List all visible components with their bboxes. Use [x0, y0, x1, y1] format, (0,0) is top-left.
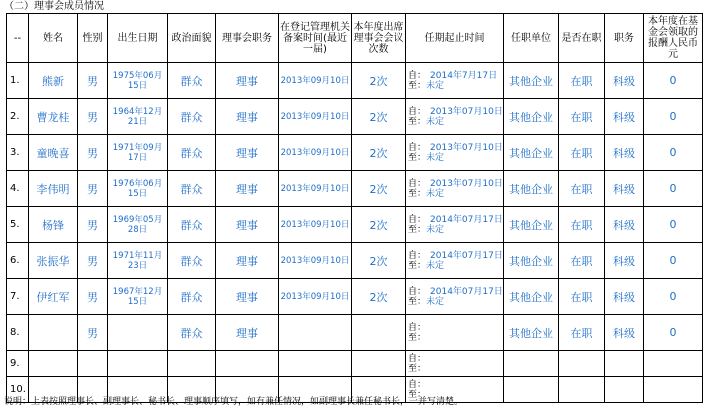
cell-pay: 0 — [644, 135, 703, 171]
term-to-label: 至： — [408, 389, 427, 400]
cell-record-time — [279, 315, 352, 351]
cell-index: 5. — [7, 207, 29, 243]
cell-pay — [644, 351, 703, 377]
footnote: 说明：上表按照理事长、副理事长、秘书长、理事顺序填写，如有兼任情况，如副理事长兼任秘书长，一并写清楚。 — [4, 397, 464, 407]
cell-rank: 科级 — [605, 99, 644, 135]
header-record-time: 在登记管理机关备案时间(最近一届) — [279, 14, 352, 63]
term-to-label: 至： — [408, 152, 427, 163]
cell-term — [406, 315, 504, 351]
cell-index: 8. — [7, 315, 29, 351]
table-row — [7, 171, 703, 207]
cell-index: 6. — [7, 243, 29, 279]
term-to-label: 至： — [408, 363, 427, 374]
cell-record-time: 2013年09月10日 — [279, 63, 352, 99]
table-row — [7, 63, 703, 99]
cell-in-office — [559, 351, 605, 377]
cell-board-role: 理事 — [216, 243, 279, 279]
cell-attendance: 2次 — [352, 135, 406, 171]
cell-name: 熊新 — [29, 63, 78, 99]
cell-term — [406, 279, 504, 315]
cell-attendance: 2次 — [352, 171, 406, 207]
cell-attendance — [352, 351, 406, 377]
cell-record-time — [279, 351, 352, 377]
cell-gender: 男 — [78, 99, 108, 135]
cell-attendance: 2次 — [352, 63, 406, 99]
cell-index: 1. — [7, 63, 29, 99]
header-pay: 本年度在基金会领取的报酬人民币元 — [644, 14, 703, 63]
cell-board-role: 理事 — [216, 279, 279, 315]
cell-pay: 0 — [644, 99, 703, 135]
term-from-label: 自： — [408, 353, 427, 364]
cell-rank: 科级 — [605, 63, 644, 99]
cell-name: 李伟明 — [29, 171, 78, 207]
cell-board-role: 理事 — [216, 207, 279, 243]
term-to-value: 未定 — [426, 116, 445, 127]
cell-name: 伊红军 — [29, 279, 78, 315]
cell-birth-date — [108, 315, 168, 351]
cell-name: 童晚喜 — [29, 135, 78, 171]
header-board-role: 理事会职务 — [216, 14, 279, 63]
cell-gender — [78, 351, 108, 377]
header-term: 任期起止时间 — [406, 14, 504, 63]
cell-pay: 0 — [644, 63, 703, 99]
term-from-label: 自： — [408, 214, 427, 225]
term-to-label: 至： — [408, 260, 427, 271]
header-index: -- — [7, 14, 29, 63]
cell-birth-date: 1967年12月15日 — [108, 279, 168, 315]
cell-index: 7. — [7, 279, 29, 315]
term-to-label: 至： — [408, 116, 427, 127]
term-to-value: 未定 — [426, 260, 445, 271]
cell-politics: 群众 — [168, 207, 216, 243]
cell-board-role: 理事 — [216, 135, 279, 171]
cell-index: 10. — [7, 377, 29, 403]
cell-rank — [605, 351, 644, 377]
header-politics: 政治面貌 — [168, 14, 216, 63]
term-from-label: 自： — [408, 286, 427, 297]
header-rank: 职务 — [605, 14, 644, 63]
cell-politics: 群众 — [168, 99, 216, 135]
header-in-office: 是否在职 — [559, 14, 605, 63]
cell-index: 3. — [7, 135, 29, 171]
table-row — [7, 279, 703, 315]
cell-in-office — [559, 377, 605, 403]
cell-birth-date — [108, 351, 168, 377]
table-row — [7, 315, 703, 351]
table-row — [7, 207, 703, 243]
cell-politics: 群众 — [168, 171, 216, 207]
term-to-label: 至： — [408, 332, 427, 343]
term-from-value: 2013年07月10日 — [430, 142, 503, 153]
cell-name — [29, 315, 78, 351]
cell-term — [406, 135, 504, 171]
cell-in-office: 在职 — [559, 135, 605, 171]
cell-politics: 群众 — [168, 279, 216, 315]
cell-rank: 科级 — [605, 279, 644, 315]
cell-board-role: 理事 — [216, 63, 279, 99]
cell-pay: 0 — [644, 207, 703, 243]
cell-board-role: 理事 — [216, 171, 279, 207]
cell-politics: 群众 — [168, 315, 216, 351]
term-from-value: 2014年07月17日 — [430, 214, 503, 225]
cell-birth-date: 1976年06月15日 — [108, 171, 168, 207]
cell-record-time: 2013年09月10日 — [279, 243, 352, 279]
term-from-label: 自： — [408, 70, 427, 81]
cell-index: 2. — [7, 99, 29, 135]
cell-record-time: 2013年09月10日 — [279, 99, 352, 135]
cell-name: 杨锋 — [29, 207, 78, 243]
term-from-value: 2014年07月17日 — [430, 286, 503, 297]
cell-employer: 其他企业 — [504, 315, 559, 351]
table-row — [7, 99, 703, 135]
cell-term — [406, 351, 504, 377]
cell-employer: 其他企业 — [504, 207, 559, 243]
cell-attendance: 2次 — [352, 207, 406, 243]
cell-name — [29, 351, 78, 377]
cell-employer: 其他企业 — [504, 171, 559, 207]
term-from-label: 自： — [408, 142, 427, 153]
cell-attendance: 2次 — [352, 279, 406, 315]
cell-in-office: 在职 — [559, 315, 605, 351]
cell-pay: 0 — [644, 243, 703, 279]
cell-attendance — [352, 315, 406, 351]
cell-rank — [605, 377, 644, 403]
term-from-label: 自： — [408, 178, 427, 189]
cell-gender: 男 — [78, 171, 108, 207]
cell-employer: 其他企业 — [504, 243, 559, 279]
table-row — [7, 135, 703, 171]
cell-board-role — [216, 351, 279, 377]
term-from-label: 自： — [408, 379, 427, 390]
cell-name: 曹龙桂 — [29, 99, 78, 135]
cell-rank: 科级 — [605, 171, 644, 207]
cell-pay: 0 — [644, 279, 703, 315]
cell-record-time: 2013年09月10日 — [279, 171, 352, 207]
cell-record-time: 2013年09月10日 — [279, 207, 352, 243]
cell-in-office: 在职 — [559, 207, 605, 243]
cell-birth-date: 1964年12月21日 — [108, 99, 168, 135]
term-from-value: 2013年07月10日 — [430, 178, 503, 189]
cell-in-office: 在职 — [559, 243, 605, 279]
cell-gender: 男 — [78, 243, 108, 279]
header-employer: 任职单位 — [504, 14, 559, 63]
table-row — [7, 351, 703, 377]
cell-birth-date: 1971年09月17日 — [108, 135, 168, 171]
cell-pay — [644, 377, 703, 403]
term-to-label: 至： — [408, 80, 427, 91]
cell-record-time: 2013年09月10日 — [279, 279, 352, 315]
term-from-value — [426, 380, 430, 390]
cell-term — [406, 63, 504, 99]
term-from-value — [426, 323, 430, 333]
cell-record-time: 2013年09月10日 — [279, 135, 352, 171]
term-from-value: 2013年07月10日 — [430, 106, 503, 117]
cell-politics: 群众 — [168, 135, 216, 171]
cell-rank: 科级 — [605, 135, 644, 171]
cell-pay: 0 — [644, 315, 703, 351]
term-from-value — [426, 354, 430, 364]
header-attendance: 本年度出席理事会会议次数 — [352, 14, 406, 63]
term-to-value: 未定 — [426, 296, 445, 307]
cell-rank: 科级 — [605, 243, 644, 279]
cell-employer — [504, 377, 559, 403]
cell-index: 9. — [7, 351, 29, 377]
term-from-label: 自： — [408, 322, 427, 333]
cell-board-role: 理事 — [216, 99, 279, 135]
cell-in-office: 在职 — [559, 171, 605, 207]
cell-gender: 男 — [78, 63, 108, 99]
header-gender: 性别 — [78, 14, 108, 63]
cell-in-office: 在职 — [559, 99, 605, 135]
cell-attendance: 2次 — [352, 99, 406, 135]
cell-gender: 男 — [78, 279, 108, 315]
table-row — [7, 243, 703, 279]
cell-employer: 其他企业 — [504, 279, 559, 315]
section-title: （二）理事会成员情况 — [4, 1, 104, 12]
cell-rank: 科级 — [605, 207, 644, 243]
cell-birth-date: 1969年05月28日 — [108, 207, 168, 243]
board-members-table — [6, 13, 703, 403]
cell-in-office: 在职 — [559, 63, 605, 99]
header-birth-date: 出生日期 — [108, 14, 168, 63]
cell-birth-date: 1971年11月23日 — [108, 243, 168, 279]
term-to-label: 至： — [408, 224, 427, 235]
header-name: 姓名 — [29, 14, 78, 63]
cell-name: 张振华 — [29, 243, 78, 279]
term-from-value: 2014年7月17日 — [430, 70, 498, 81]
term-to-label: 至： — [408, 188, 427, 199]
cell-employer: 其他企业 — [504, 135, 559, 171]
cell-index: 4. — [7, 171, 29, 207]
term-to-value: 未定 — [426, 152, 445, 163]
cell-politics: 群众 — [168, 63, 216, 99]
cell-pay: 0 — [644, 171, 703, 207]
cell-term — [406, 207, 504, 243]
cell-politics: 群众 — [168, 243, 216, 279]
cell-gender: 男 — [78, 315, 108, 351]
term-to-value: 未定 — [426, 224, 445, 235]
term-to-value: 未定 — [426, 80, 445, 91]
cell-employer: 其他企业 — [504, 63, 559, 99]
cell-gender: 男 — [78, 207, 108, 243]
term-to-label: 至： — [408, 296, 427, 307]
cell-employer: 其他企业 — [504, 99, 559, 135]
cell-rank: 科级 — [605, 315, 644, 351]
cell-attendance: 2次 — [352, 243, 406, 279]
cell-term — [406, 99, 504, 135]
cell-in-office: 在职 — [559, 279, 605, 315]
cell-gender: 男 — [78, 135, 108, 171]
cell-politics — [168, 351, 216, 377]
cell-birth-date: 1975年06月15日 — [108, 63, 168, 99]
cell-term — [406, 171, 504, 207]
term-from-label: 自： — [408, 106, 427, 117]
cell-board-role: 理事 — [216, 315, 279, 351]
header-row — [7, 14, 703, 63]
cell-employer — [504, 351, 559, 377]
term-from-value: 2014年07月17日 — [430, 250, 503, 261]
cell-term — [406, 243, 504, 279]
term-to-value: 未定 — [426, 188, 445, 199]
term-from-label: 自： — [408, 250, 427, 261]
